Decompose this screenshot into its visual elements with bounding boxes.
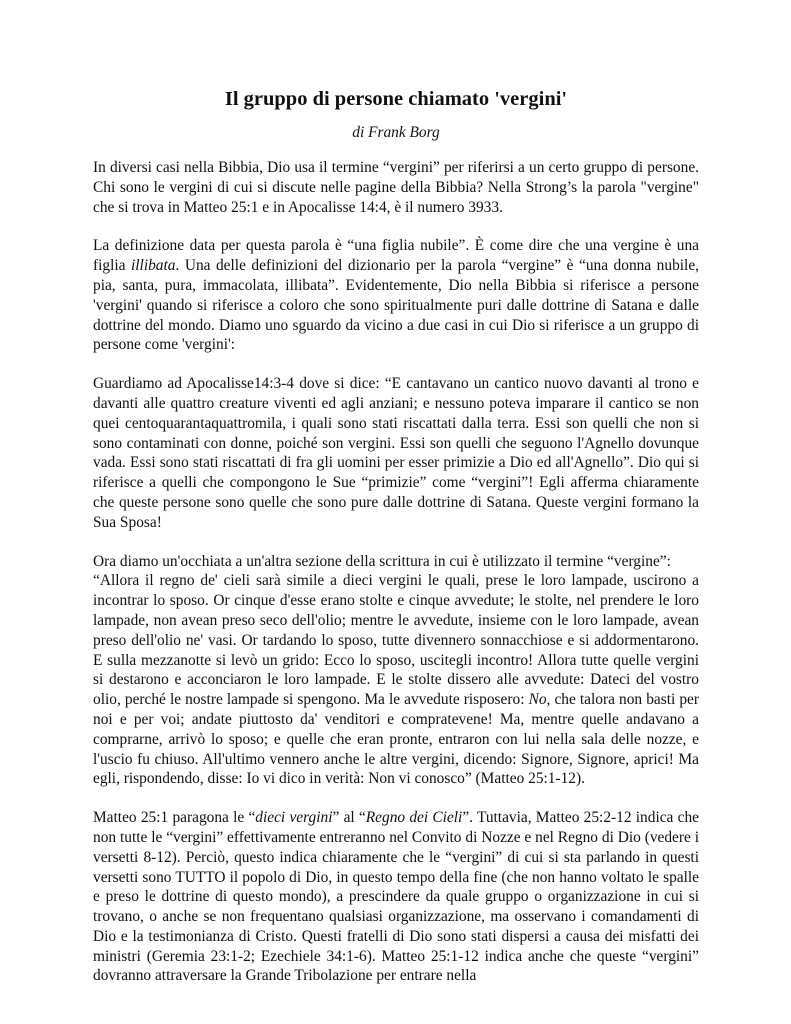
document-page [93, 86, 699, 986]
italic-text: Regno dei Cieli [365, 809, 463, 827]
italic-text: illibata [131, 257, 176, 275]
paragraph [93, 552, 699, 572]
paragraph [93, 808, 699, 986]
italic-text: dieci vergini [255, 809, 333, 827]
italic-text: No [528, 691, 547, 709]
text-run: Matteo 25:1 paragona le “ [93, 809, 256, 827]
text-run: “Allora il regno de' cieli sarà simile a dieci vergini le quali, prese le loro lampade, uscirono a incontrar lo sposo. Or cinque d'esse erano stolte e cinque avvedute; le stolte, nel prendere le loro lampade, non avean preso seco dell'olio; mentre le avvedute, insieme con le loro lampade, avean preso dell'olio ne' vasi. Or tardando lo sposo, tutte divennero sonnacchiose e si addormentarono. E sulla mezzanotte si levò un grido: Ecco lo sposo, uscitegli incontro! Allora tutte quelle vergini si destarono e acconciaron le loro lampade. E le stolte dissero alle avvedute: Dateci del vostro olio, perché le nostre lampade si spengono. Ma le avvedute risposero: [93, 572, 699, 709]
text-run: Ora diamo un'occhiata a un'altra sezione della scrittura in cui è utilizzato il termine “vergine”: [93, 552, 671, 570]
document-title: Il gruppo di persone chiamato 'vergini' [224, 88, 568, 110]
text-run: In diversi casi nella Bibbia, Dio usa il termine “vergini” per riferirsi a un certo gruppo di persone. Chi sono le vergini di cui si discute nelle pagine della Bibbia? Nella Strong’s la parola "vergine" che si trova in Matteo 25:1 e in Apocalisse 14:4, è il numero 3933. [93, 159, 699, 216]
text-run: ” al “ [332, 809, 366, 827]
body-text [93, 158, 699, 986]
text-run: La definizione data per questa parola è “una figlia nubile”. È come dire che una vergine è una figlia [93, 237, 699, 275]
text-run: . Una delle definizioni del dizionario per la parola “vergine” è “una donna nubile, pia, santa, pura, immacolata, illibata”. Evidentemente, Dio nella Bibbia si riferisce a persone 'vergini' quando si riferisce a coloro che sono spiritualmente puri dalle dottrine di Satana e dalle dottrine del mondo. Diamo uno sguardo da vicino a due casi in cui Dio si riferisce a un gruppo di persone come 'vergini': [93, 257, 699, 354]
paragraph [93, 571, 699, 789]
text-run: ”. Tuttavia, Matteo 25:2-12 indica che non tutte le “vergini” effettivamente entreranno nel Convito di Nozze e nel Regno di Dio (vedere i versetti 8-12). Perciò, questo indica chiaramente che le “vergini” di cui si sta parlando in questi versetti sono TUTTO il popolo di Dio, in questo tempo della fine (che non hanno voltato le spalle e preso le dottrine di questo mondo), a prescindere da quale gruppo o organizzazione in cui si trovano, o anche se non frequentano qualsiasi organizzazione, ma osservano i comandamenti di Dio e la testimonianza di Cristo. Questi fratelli di Dio sono stati dispersi a causa dei misfatti dei ministri (Geremia 23:1-2; Ezechiele 34:1-6). Matteo 25:1-12 indica anche che queste “vergini” dovranno attraversare la Grande Tribolazione per entrare nella [93, 809, 699, 985]
author-byline: di Frank Borg [352, 124, 440, 141]
text-run: Guardiamo ad Apocalisse14:3-4 dove si dice: “E cantavano un cantico nuovo davanti al trono e davanti alle quattro creature viventi ed agli anziani; e nessuno poteva imparare il cantico se non quei centoquarantaquattromila, i quali sono stati riscattati dalla terra. Essi son quelli che non si sono contaminati con donne, poiché son vergini. Essi son quelli che seguono l'Agnello dovunque vada. Essi sono stati riscattati di fra gli uomini per esser primizie a Dio ed all'Agnello”. Dio qui si riferisce a quelli che compongono le Sue “primizie” come “vergini”! Egli afferma chiaramente che queste persone sono quelle che sono pure dalle dottrine di Satana. Queste vergini formano la Sua Sposa! [93, 375, 699, 531]
paragraph [93, 236, 699, 355]
text-run: , che talora non basti per noi e per voi; andate piuttosto da' venditori e compratevene! Ma, mentre quelle andavano a comprarne, arrivò lo sposo; e quelle che eran pronte, entraron con lui nella sala delle nozze, e l'uscio fu chiuso. All'ultimo vennero anche le altre vergini, dicendo: Signore, Signore, aprici! Ma egli, rispondendo, disse: Io vi dico in verità: Non vi conosco” (Matteo 25:1-12). [93, 691, 699, 788]
paragraph [93, 158, 699, 217]
paragraph [93, 374, 699, 532]
